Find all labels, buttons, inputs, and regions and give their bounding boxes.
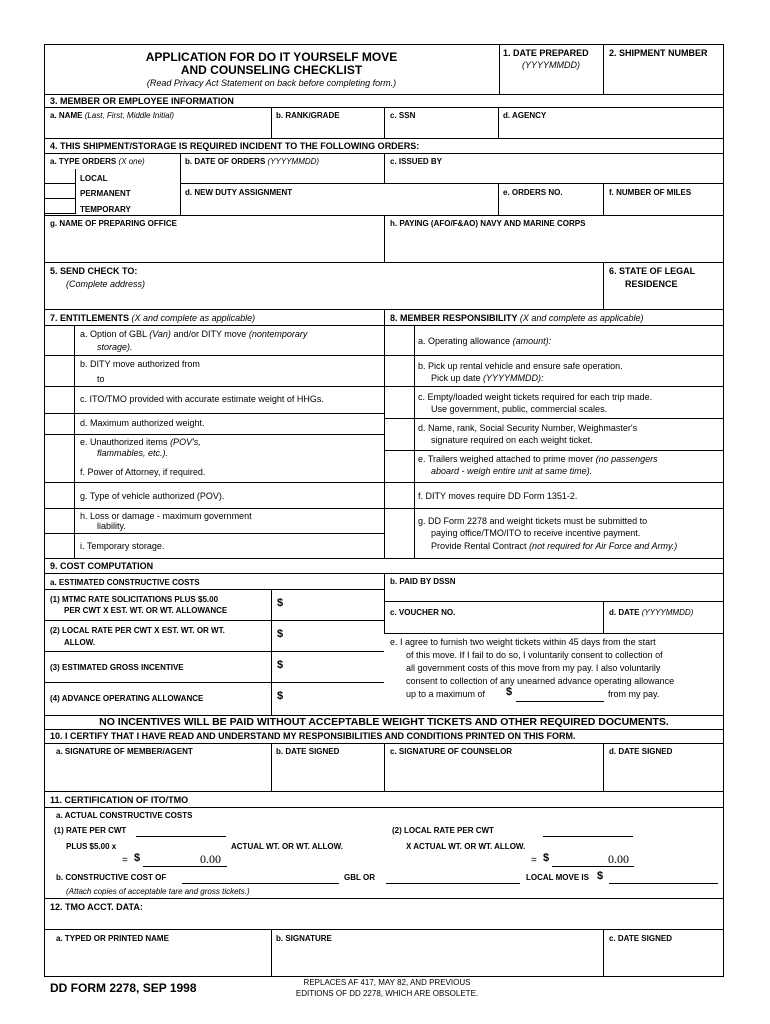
divider	[384, 153, 385, 183]
gbl-field[interactable]	[386, 883, 520, 884]
divider	[44, 807, 724, 808]
responsibility-a: a. Operating allowance (amount):	[418, 336, 552, 346]
rate-per-cwt-label: (1) RATE PER CWT	[54, 826, 127, 835]
divider	[603, 929, 604, 977]
responsibility-b-line1: b. Pick up rental vehicle and ensure safe operation.	[418, 361, 623, 371]
replaces-line1: REPLACES AF 417, MAY 82, AND PREVIOUS	[303, 978, 471, 987]
member-signature-label: a. SIGNATURE OF MEMBER/AGENT	[56, 747, 193, 756]
section-4-title: 4. THIS SHIPMENT/STORAGE IS REQUIRED INCIDENT TO THE FOLLOWING ORDERS:	[50, 141, 420, 151]
rate-per-cwt-field[interactable]	[136, 836, 226, 837]
counselor-date-field[interactable]	[605, 758, 722, 789]
mtmc-rate-line2: PER CWT X EST. WT. OR WT. ALLOWANCE	[64, 606, 228, 615]
divider	[384, 573, 385, 633]
local-rate-dollar: $	[277, 628, 284, 640]
orders-no-label: e. ORDERS NO.	[503, 188, 563, 197]
tmo-acct-data-field[interactable]	[160, 902, 720, 926]
responsibility-e-line1: e. Trailers weighed attached to prime mover (no passengers	[418, 454, 658, 464]
new-duty-label: d. NEW DUTY ASSIGNMENT	[185, 188, 293, 197]
total-1-value: 0.00	[200, 852, 221, 866]
divider	[44, 898, 724, 899]
agreement-line3: all government costs of this move from my pay. I also voluntarily	[406, 663, 661, 673]
mtmc-rate-line1: (1) MTMC RATE SOLICITATIONS PLUS $5.00	[50, 595, 219, 604]
shipment-number-label: 2. SHIPMENT NUMBER	[609, 48, 708, 58]
section-10-title: 10. I CERTIFY THAT I HAVE READ AND UNDERSTAND MY RESPONSIBILITIES AND CONDITIONS PRINTED ON THIS FORM.	[50, 731, 576, 741]
responsibility-e-line2: aboard - weigh entire unit at same time).	[431, 466, 593, 476]
responsibility-d-line1: d. Name, rank, Social Security Number, Weighmaster's	[418, 423, 638, 433]
member-signature-field[interactable]	[46, 758, 269, 789]
local-move-field[interactable]	[609, 883, 718, 884]
issued-by-label: c. ISSUED BY	[390, 157, 443, 166]
divider	[180, 183, 181, 215]
entitlements-title: 7. ENTITLEMENTS (X and complete as applicable)	[50, 313, 256, 323]
date-orders-label: b. DATE OF ORDERS (YYYYMMDD)	[185, 157, 320, 166]
agreement-line5: up to a maximum of	[406, 689, 486, 699]
divider	[44, 262, 724, 263]
entitlement-f: f. Power of Attorney, if required.	[80, 467, 206, 477]
divider	[384, 633, 724, 634]
agreement-line1: e. I agree to furnish two weight tickets within 45 days from the start	[390, 637, 656, 647]
divider	[384, 482, 724, 483]
constructive-cost-label: b. CONSTRUCTIVE COST OF	[56, 873, 167, 882]
divider	[44, 682, 384, 683]
divider	[384, 418, 724, 419]
local-rate-per-cwt-label: (2) LOCAL RATE PER CWT	[392, 826, 494, 835]
agreement-line4: consent to collection of any unearned advance operating allowance	[406, 676, 675, 686]
divider	[180, 153, 181, 183]
est-constructive-costs-label: a. ESTIMATED CONSTRUCTIVE COSTS	[50, 578, 200, 587]
plus-five-label: PLUS $5.00 x	[66, 842, 117, 851]
counselor-signature-label: c. SIGNATURE OF COUNSELOR	[390, 747, 513, 756]
gbl-or-label: GBL OR	[344, 873, 375, 882]
divider	[74, 325, 75, 558]
date-prepared-field[interactable]	[503, 72, 599, 92]
divider	[44, 434, 384, 435]
form-number: DD FORM 2278, SEP 1998	[50, 981, 197, 995]
voucher-date-label: d. DATE (YYYYMMDD)	[609, 608, 694, 617]
voucher-no-label: c. VOUCHER NO.	[390, 608, 456, 617]
divider	[44, 589, 384, 590]
paid-by-dssn-label: b. PAID BY DSSN	[390, 577, 456, 586]
agency-field[interactable]	[500, 122, 722, 136]
advance-allowance-label: (4) ADVANCE OPERATING ALLOWANCE	[50, 694, 204, 703]
tmo-date-field[interactable]	[605, 946, 722, 975]
divider	[603, 44, 604, 94]
state-residence-label-1: 6. STATE OF LEGAL	[609, 266, 696, 276]
rank-label: b. RANK/GRADE	[276, 111, 340, 120]
incentive-notice: NO INCENTIVES WILL BE PAID WITHOUT ACCEPTABLE WEIGHT TICKETS AND OTHER REQUIRED DOCUMENTS.	[99, 716, 669, 728]
entitlement-e-line2: flammables, etc.).	[97, 448, 169, 458]
divider	[384, 743, 385, 791]
replaces-line2: EDITIONS OF DD 2278, WHICH ARE OBSOLETE.	[295, 989, 479, 998]
member-date-field[interactable]	[273, 758, 382, 789]
mtmc-dollar: $	[277, 597, 284, 609]
section-9-title: 9. COST COMPUTATION	[50, 561, 154, 571]
entitlement-d: d. Maximum authorized weight.	[80, 418, 205, 428]
name-field[interactable]	[46, 122, 269, 136]
responsibility-d-line2: signature required on each weight ticket.	[431, 435, 593, 445]
divider	[44, 729, 724, 730]
divider	[603, 183, 604, 215]
equals-2: =	[531, 855, 537, 866]
entitlement-h-line2: liability.	[97, 521, 126, 531]
preparing-office-label: g. NAME OF PREPARING OFFICE	[50, 219, 177, 228]
typed-name-field[interactable]	[46, 946, 269, 975]
divider	[271, 743, 272, 791]
divider	[603, 743, 604, 791]
divider	[384, 386, 724, 387]
local-rate-line2: ALLOW.	[64, 638, 96, 647]
divider	[384, 107, 385, 138]
typed-name-label: a. TYPED OR PRINTED NAME	[56, 934, 169, 943]
divider	[44, 651, 384, 652]
constructive-cost-field[interactable]	[182, 883, 339, 884]
divider	[44, 620, 384, 621]
divider	[499, 44, 500, 94]
counselor-date-label: d. DATE SIGNED	[609, 747, 673, 756]
agency-label: d. AGENCY	[503, 111, 547, 120]
local-rate-per-cwt-field[interactable]	[543, 836, 633, 837]
temporary-label: TEMPORARY	[80, 205, 131, 214]
name-label: a. NAME (Last, First, Middle Initial)	[50, 111, 175, 120]
divider	[384, 508, 724, 509]
permanent-label: PERMANENT	[80, 189, 131, 198]
divider	[44, 558, 724, 559]
state-residence-label-2: RESIDENCE	[625, 279, 678, 289]
divider	[271, 929, 272, 977]
responsibility-b-line2: Pick up date (YYYYMMDD):	[431, 373, 544, 383]
divider	[44, 508, 384, 509]
divider	[271, 107, 272, 138]
entitlement-b-line2: to	[97, 374, 105, 384]
divider	[414, 325, 415, 558]
divider	[44, 413, 384, 414]
attach-note: (Attach copies of acceptable tare and gross tickets.)	[66, 887, 250, 896]
permanent-checkbox[interactable]	[44, 184, 76, 199]
entitlement-g: g. Type of vehicle authorized (POV).	[80, 491, 225, 501]
tmo-date-label: c. DATE SIGNED	[609, 934, 672, 943]
temporary-checkbox[interactable]	[44, 199, 76, 214]
local-label: LOCAL	[80, 174, 108, 183]
advance-allowance-dollar: $	[277, 690, 284, 702]
equals-1: =	[122, 855, 128, 866]
divider	[603, 262, 604, 309]
gross-incentive-label: (3) ESTIMATED GROSS INCENTIVE	[50, 663, 184, 672]
divider	[44, 533, 384, 534]
responsibility-g-line3: Provide Rental Contract (not required for Air Force and Army.)	[431, 541, 678, 551]
send-check-label: 5. SEND CHECK TO:	[50, 266, 138, 276]
ssn-label: c. SSN	[390, 111, 416, 120]
date-prepared-label: 1. DATE PREPARED	[503, 48, 589, 58]
responsibility-g-line1: g. DD Form 2278 and weight tickets must be submitted to	[418, 516, 648, 526]
section-3-title: 3. MEMBER OR EMPLOYEE INFORMATION	[50, 96, 234, 106]
responsibility-c-line1: c. Empty/loaded weight tickets required for each trip made.	[418, 392, 653, 402]
divider	[44, 138, 724, 139]
divider	[271, 589, 272, 715]
divider	[44, 791, 724, 792]
tmo-signature-label: b. SIGNATURE	[276, 934, 332, 943]
type-orders-label: a. TYPE ORDERS (X one)	[50, 157, 145, 166]
entitlement-a-line2: storage).	[97, 342, 133, 352]
divider	[384, 215, 385, 262]
divider	[384, 601, 724, 602]
section-12-title: 12. TMO ACCT. DATA:	[50, 902, 143, 912]
x-actual-wt-label: X ACTUAL WT. OR WT. ALLOW.	[406, 842, 526, 851]
counselor-signature-field[interactable]	[386, 758, 601, 789]
send-check-hint: (Complete address)	[66, 279, 146, 289]
local-checkbox[interactable]	[44, 169, 76, 184]
agreement-line2: of this move. If I fail to do so, I voluntarily consent to collection of	[406, 650, 663, 660]
miles-label: f. NUMBER OF MILES	[609, 188, 692, 197]
actual-constructive-costs-label: a. ACTUAL CONSTRUCTIVE COSTS	[56, 811, 193, 820]
divider	[384, 450, 724, 451]
divider	[44, 325, 724, 326]
total-2-value: 0.00	[608, 852, 629, 866]
max-amount-field[interactable]	[516, 701, 604, 702]
section-11-title: 11. CERTIFICATION OF ITO/TMO	[50, 795, 189, 805]
paying-office-label: h. PAYING (AFO/F&AO) NAVY AND MARINE CORPS	[390, 219, 586, 228]
date-prepared-format: (YYYYMMDD)	[522, 60, 580, 70]
agreement-dollar: $	[506, 686, 513, 698]
divider	[384, 309, 385, 558]
dollar-2: $	[543, 852, 550, 864]
dollar-1: $	[134, 852, 141, 864]
entitlement-e-line1: e. Unauthorized items (POV's,	[80, 437, 201, 447]
divider	[603, 601, 604, 633]
entitlement-c: c. ITO/TMO provided with accurate estimate weight of HHGs.	[80, 394, 324, 404]
entitlement-a-line1: a. Option of GBL (Van) and/or DITY move (nontemporary	[80, 329, 308, 339]
agreement-line6: from my pay.	[608, 689, 660, 699]
entitlement-i: i. Temporary storage.	[80, 541, 165, 551]
form-title-line2: AND COUNSELING CHECKLIST	[180, 63, 363, 77]
divider	[44, 94, 724, 95]
ssn-field[interactable]	[386, 122, 496, 136]
divider	[498, 183, 499, 215]
rank-field[interactable]	[273, 122, 382, 136]
divider	[498, 107, 499, 138]
divider	[44, 482, 384, 483]
shipment-number-field[interactable]	[607, 62, 721, 92]
divider	[44, 355, 384, 356]
divider	[384, 355, 724, 356]
entitlement-b-line1: b. DITY move authorized from	[80, 359, 200, 369]
divider	[44, 929, 724, 930]
gross-incentive-dollar: $	[277, 659, 284, 671]
tmo-signature-field[interactable]	[273, 946, 601, 975]
local-move-dollar: $	[597, 870, 604, 882]
divider	[44, 386, 384, 387]
responsibility-g-line2: paying office/TMO/ITO to receive incentive payment.	[431, 528, 641, 538]
privacy-note: (Read Privacy Act Statement on back before completing form.)	[146, 78, 397, 88]
member-responsibility-title: 8. MEMBER RESPONSIBILITY (X and complete as applicable)	[390, 313, 644, 323]
responsibility-f: f. DITY moves require DD Form 1351-2.	[418, 491, 578, 501]
local-move-label: LOCAL MOVE IS	[526, 873, 589, 882]
divider	[180, 183, 724, 184]
form-title-line1: APPLICATION FOR DO IT YOURSELF MOVE	[145, 50, 398, 64]
entitlement-h-line1: h. Loss or damage - maximum government	[80, 511, 252, 521]
member-date-label: b. DATE SIGNED	[276, 747, 340, 756]
local-rate-line1: (2) LOCAL RATE PER CWT X EST. WT. OR WT.	[50, 626, 225, 635]
actual-wt-label: ACTUAL WT. OR WT. ALLOW.	[231, 842, 343, 851]
responsibility-c-line2: Use government, public, commercial scales.	[431, 404, 608, 414]
